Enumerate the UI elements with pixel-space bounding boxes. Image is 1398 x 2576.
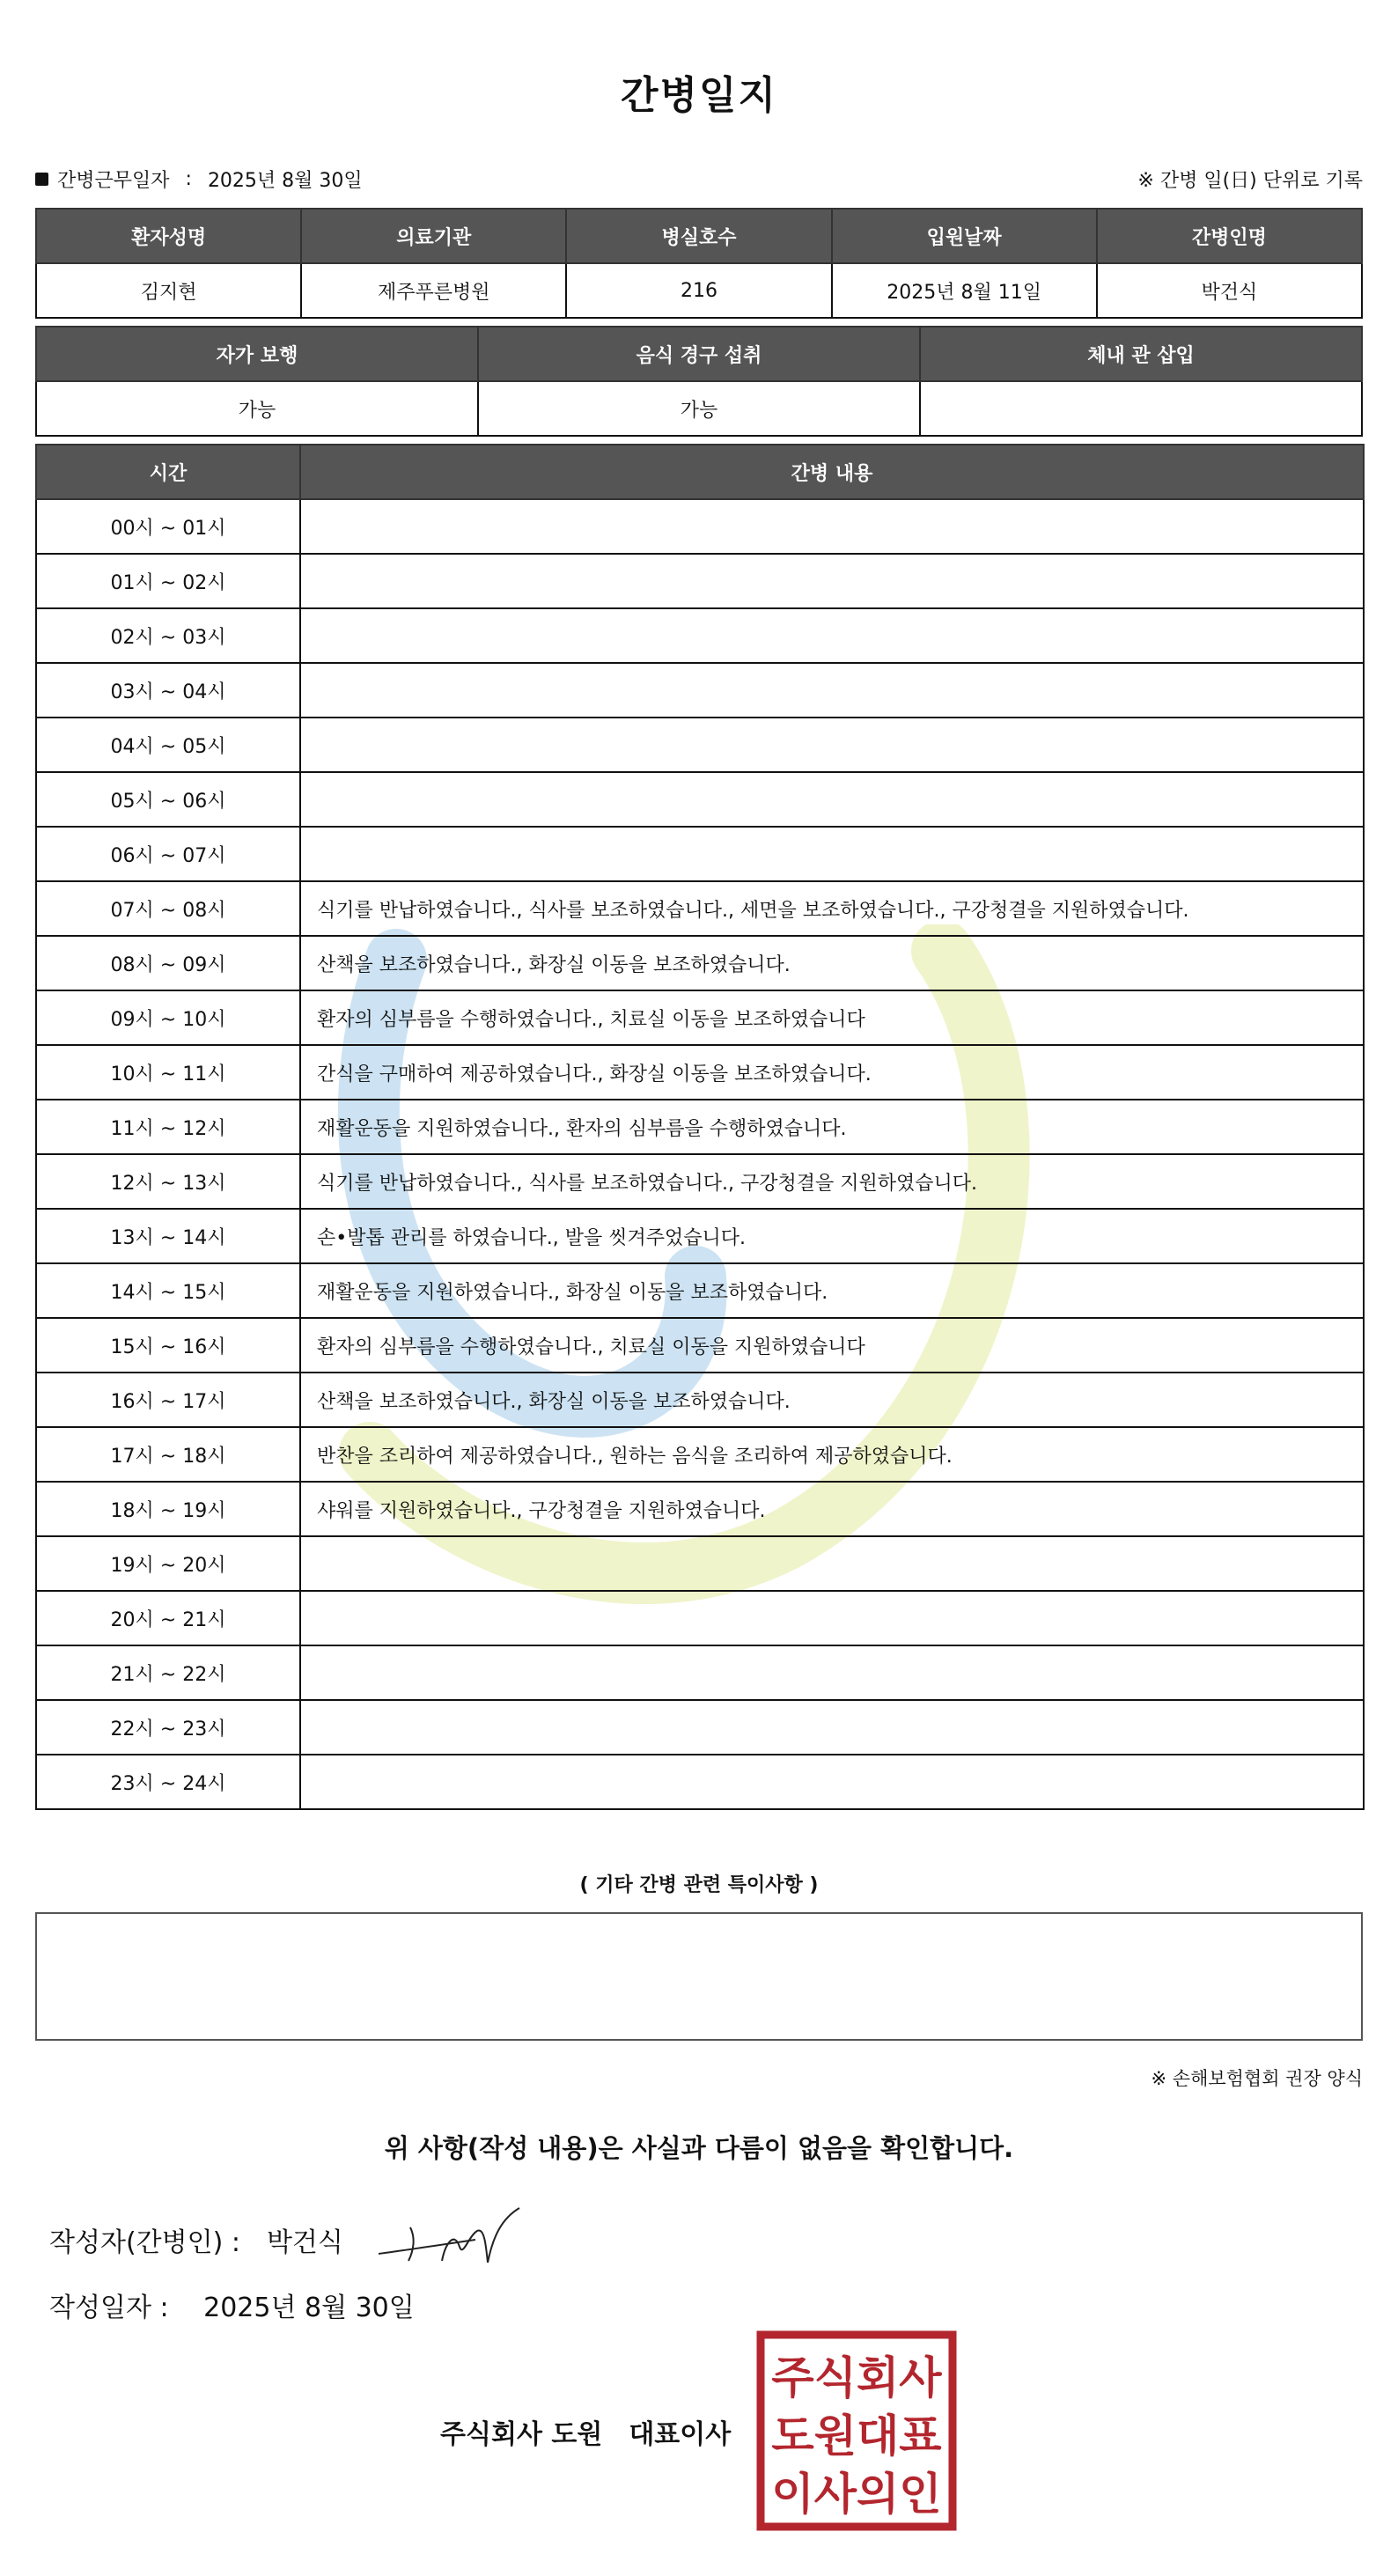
- care-log-time: 12시 ~ 13시: [36, 1154, 300, 1209]
- confirmation-statement: 위 사항(작성 내용)은 사실과 다름이 없음을 확인합니다.: [384, 2133, 1014, 2163]
- care-log-content: 손•발톱 관리를 하였습니다., 발을 씻겨주었습니다.: [300, 1209, 1364, 1263]
- header-care-content: 간병 내용: [300, 445, 1364, 499]
- care-log-row: [36, 827, 1364, 881]
- header-time: 시간: [36, 445, 300, 499]
- work-date-value: 2025년 8월 30일: [207, 170, 363, 192]
- care-log-time: 06시 ~ 07시: [36, 827, 300, 881]
- care-log-content: [300, 1700, 1364, 1755]
- written-date-label: 작성일자 :: [49, 2293, 169, 2323]
- patient-status-header-row: [36, 327, 1362, 381]
- care-log-row: [36, 936, 1364, 990]
- written-date-value: 2025년 8월 30일: [203, 2293, 415, 2323]
- care-log-row: [36, 1100, 1364, 1154]
- unit-note: ※ 간병 일(日) 단위로 기록: [1137, 170, 1363, 192]
- patient-info-table: [35, 208, 1363, 319]
- care-log-content: [300, 663, 1364, 718]
- care-log-row: [36, 663, 1364, 718]
- care-log-content: [300, 554, 1364, 608]
- care-log-time: 02시 ~ 03시: [36, 608, 300, 663]
- care-log-content: 간식을 구매하여 제공하였습니다., 화장실 이동을 보조하였습니다.: [300, 1045, 1364, 1100]
- caregiver-name: 박건식: [1097, 263, 1362, 318]
- patient-info-value-row: [36, 263, 1362, 318]
- author-label: 작성자(간병인) :: [49, 2227, 240, 2258]
- care-log-row: [36, 1755, 1364, 1809]
- care-log-row: [36, 1645, 1364, 1700]
- care-log-header-row: [36, 445, 1364, 499]
- header-oral-intake: 음식 경구 섭취: [478, 327, 920, 381]
- room-number: 216: [566, 263, 831, 318]
- care-log-time: 21시 ~ 22시: [36, 1645, 300, 1700]
- care-log-row: [36, 554, 1364, 608]
- patient-name: 김지현: [36, 263, 301, 318]
- care-log-content: [300, 608, 1364, 663]
- self-walking-value: 가능: [36, 381, 478, 436]
- recommend-note: ※ 손해보험협회 권장 양식: [1151, 2068, 1363, 2089]
- care-log-row: [36, 1482, 1364, 1536]
- care-log-row: [36, 1209, 1364, 1263]
- care-log-row: [36, 718, 1364, 772]
- svg-text:주식회사: 주식회사: [771, 2352, 942, 2403]
- care-log-content: [300, 499, 1364, 554]
- care-log-content: 재활운동을 지원하였습니다., 환자의 심부름을 수행하였습니다.: [300, 1100, 1364, 1154]
- care-log-content: [300, 1536, 1364, 1591]
- work-date-label: 간병근무일자: [57, 170, 170, 192]
- care-log-time: 05시 ~ 06시: [36, 772, 300, 827]
- oral-intake-value: 가능: [478, 381, 920, 436]
- care-log-row: [36, 1536, 1364, 1591]
- care-log-time: 10시 ~ 11시: [36, 1045, 300, 1100]
- care-log-time: 15시 ~ 16시: [36, 1318, 300, 1373]
- care-log-content: 식기를 반납하였습니다., 식사를 보조하였습니다., 세면을 보조하였습니다., 구강청결을 지원하였습니다.: [300, 881, 1364, 936]
- care-log-row: [36, 990, 1364, 1045]
- care-log-time: 13시 ~ 14시: [36, 1209, 300, 1263]
- header-caregiver-name: 간병인명: [1097, 209, 1362, 263]
- header-self-walking: 자가 보행: [36, 327, 478, 381]
- care-log-row: [36, 881, 1364, 936]
- care-log-time: 20시 ~ 21시: [36, 1591, 300, 1645]
- special-notes-title: ( 기타 간병 관련 특이사항 ): [579, 1874, 819, 1896]
- care-log-content: [300, 827, 1364, 881]
- care-log-content: 환자의 심부름을 수행하였습니다., 치료실 이동을 보조하였습니다: [300, 990, 1364, 1045]
- patient-status-table: [35, 326, 1363, 437]
- care-log-time: 19시 ~ 20시: [36, 1536, 300, 1591]
- care-log-content: [300, 772, 1364, 827]
- care-log-row: [36, 1154, 1364, 1209]
- care-log-content: 산책을 보조하였습니다., 화장실 이동을 보조하였습니다.: [300, 1373, 1364, 1427]
- care-log-row: [36, 608, 1364, 663]
- written-date-row: [49, 2285, 415, 2324]
- care-log-content: 반찬을 조리하여 제공하였습니다., 원하는 음식을 조리하여 제공하였습니다.: [300, 1427, 1364, 1482]
- svg-text:이사의인: 이사의인: [771, 2469, 942, 2520]
- care-log-row: [36, 499, 1364, 554]
- care-log-content: [300, 1755, 1364, 1809]
- care-log-row: [36, 1427, 1364, 1482]
- hospital-name: 제주푸른병원: [301, 263, 566, 318]
- care-log-content: 샤워를 지원하였습니다., 구강청결을 지원하였습니다.: [300, 1482, 1364, 1536]
- care-log-time: 07시 ~ 08시: [36, 881, 300, 936]
- care-log-row: [36, 1591, 1364, 1645]
- care-log-content: [300, 718, 1364, 772]
- work-date-separator: :: [185, 168, 192, 190]
- care-log-time: 17시 ~ 18시: [36, 1427, 300, 1482]
- care-log-time: 22시 ~ 23시: [36, 1700, 300, 1755]
- author-row: [49, 2220, 343, 2259]
- care-log-row: [36, 1700, 1364, 1755]
- work-date-row: [35, 166, 363, 193]
- care-log-row: [36, 1373, 1364, 1427]
- company-name: 주식회사 도원: [440, 2419, 603, 2450]
- care-log-content: 재활운동을 지원하였습니다., 화장실 이동을 보조하였습니다.: [300, 1263, 1364, 1318]
- care-log-time: 11시 ~ 12시: [36, 1100, 300, 1154]
- header-hospital: 의료기관: [301, 209, 566, 263]
- care-log-time: 04시 ~ 05시: [36, 718, 300, 772]
- care-log-time: 23시 ~ 24시: [36, 1755, 300, 1809]
- header-room-number: 병실호수: [566, 209, 831, 263]
- care-log-time: 08시 ~ 09시: [36, 936, 300, 990]
- author-name: 박건식: [266, 2227, 343, 2258]
- care-log-time: 00시 ~ 01시: [36, 499, 300, 554]
- care-log-time: 14시 ~ 15시: [36, 1263, 300, 1318]
- company-role: 대표이사: [629, 2419, 732, 2450]
- page-title: 간병일지: [620, 73, 777, 118]
- patient-info-header-row: [36, 209, 1362, 263]
- bullet-square-icon: [35, 173, 48, 186]
- company-signature-line: [440, 2412, 731, 2451]
- care-log-content: [300, 1645, 1364, 1700]
- care-log-table: [35, 444, 1365, 1810]
- care-log-content: 산책을 보조하였습니다., 화장실 이동을 보조하였습니다.: [300, 936, 1364, 990]
- care-log-row: [36, 1263, 1364, 1318]
- svg-text:도원대표: 도원대표: [771, 2410, 942, 2462]
- care-log-content: 환자의 심부름을 수행하였습니다., 치료실 이동을 지원하였습니다: [300, 1318, 1364, 1373]
- care-log-row: [36, 1045, 1364, 1100]
- patient-status-value-row: [36, 381, 1362, 436]
- care-log-row: [36, 772, 1364, 827]
- care-log-content: [300, 1591, 1364, 1645]
- care-log-row: [36, 1318, 1364, 1373]
- care-log-time: 16시 ~ 17시: [36, 1373, 300, 1427]
- admission-date: 2025년 8월 11일: [832, 263, 1097, 318]
- care-log-time: 03시 ~ 04시: [36, 663, 300, 718]
- tube-insertion-value: [920, 381, 1362, 436]
- header-admission-date: 입원날짜: [832, 209, 1097, 263]
- special-notes-box: [35, 1912, 1363, 2041]
- company-seal-icon: [755, 2329, 958, 2532]
- care-log-content: 식기를 반납하였습니다., 식사를 보조하였습니다., 구강청결을 지원하였습니다.: [300, 1154, 1364, 1209]
- header-tube-insertion: 체내 관 삽입: [920, 327, 1362, 381]
- header-patient-name: 환자성명: [36, 209, 301, 263]
- care-log-time: 09시 ~ 10시: [36, 990, 300, 1045]
- signature-icon: [370, 2192, 528, 2280]
- care-log-time: 18시 ~ 19시: [36, 1482, 300, 1536]
- care-log-time: 01시 ~ 02시: [36, 554, 300, 608]
